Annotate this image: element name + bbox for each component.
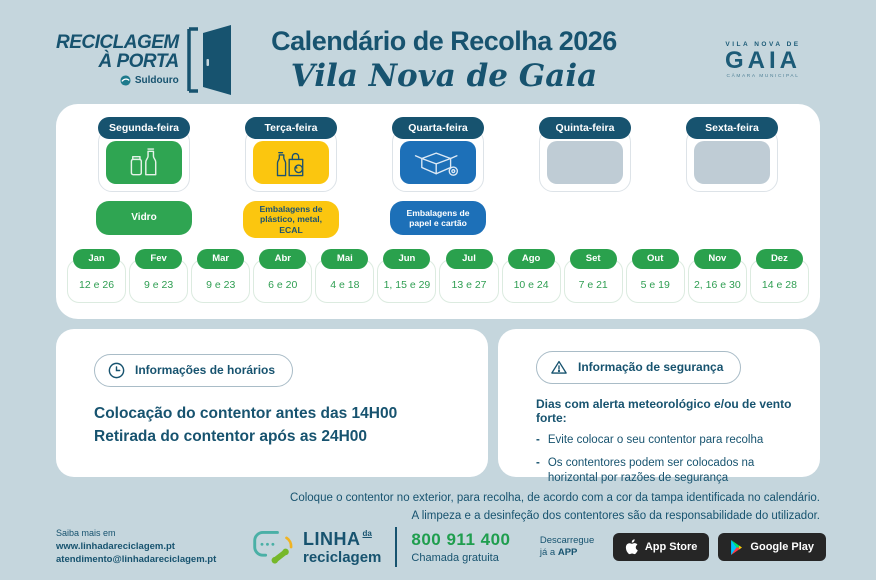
gaia-logo-sub: CÂMARA MUNICIPAL [726, 73, 800, 79]
weekday-pill: Sexta-feira [686, 117, 778, 139]
month-dates: 1, 15 e 29 [377, 259, 436, 303]
page-title: Calendário de Recolha 2026 [271, 26, 617, 56]
waste-label-plastico: Embalagens de plástico, metal, ECAL [243, 201, 339, 238]
google-play-button[interactable] [718, 533, 826, 561]
month-dates: 9 e 23 [191, 259, 250, 303]
logo-line1: RECICLAGEM [56, 32, 179, 54]
weekday-row [56, 117, 820, 238]
month-pill: Nov [694, 249, 741, 269]
app-store-label: App Store [644, 541, 698, 553]
plastic-packaging-icon [262, 145, 320, 181]
safety-heading: Dias com alerta meteorológico e/ou de vento forte: [536, 396, 792, 425]
month-dates: 5 e 19 [626, 259, 685, 303]
month-pill: Ago [508, 249, 555, 269]
month-cell-ago [502, 249, 561, 303]
hours-badge-label: Informações de horários [135, 363, 276, 378]
clock-icon [107, 361, 126, 380]
month-dates: 9 e 23 [129, 259, 188, 303]
calendar-card [56, 104, 820, 319]
safety-bullet-1: - Evite colocar o seu contentor para recolha [536, 433, 764, 446]
weekday-pill: Terça-feira [245, 117, 337, 139]
month-cell-out [626, 249, 685, 303]
month-cell-nov [688, 249, 747, 303]
month-pill: Mai [321, 249, 368, 269]
month-pill: Dez [756, 249, 803, 269]
weekday-column-monday [98, 117, 190, 238]
safety-bullet-2: - Os contentores podem ser colocados na horizontal por razões de segurança [536, 456, 755, 484]
month-dates: 2, 16 e 30 [688, 259, 747, 303]
month-cell-abr [253, 249, 312, 303]
month-cell-set [564, 249, 623, 303]
weekday-pill: Quarta-feira [392, 117, 484, 139]
month-dates: 4 e 18 [315, 259, 374, 303]
apple-icon [625, 539, 638, 555]
google-play-label: Google Play [750, 541, 814, 553]
hours-line2: Retirada do contentor após as 24H00 [94, 428, 368, 446]
phone-block [411, 530, 510, 564]
usage-note [56, 490, 820, 526]
hours-badge [94, 354, 293, 387]
safety-info-card [498, 329, 820, 484]
safety-badge-label: Informação de segurança [578, 360, 724, 375]
download-app-label: Descarregue já a APP [539, 534, 595, 558]
gaia-logo-name: GAIA [725, 47, 801, 75]
month-dates: 6 e 20 [253, 259, 312, 303]
note-line1: Coloque o contentor no exterior, para recolha, de acordo com a cor da tampa identificada no calendário. [290, 491, 820, 504]
more-info-label: Saiba mais em [56, 528, 116, 539]
weekday-pill: Segunda-feira [98, 117, 190, 139]
month-dates: 7 e 21 [564, 259, 623, 303]
linha-da-reciclagem-wordmark [303, 530, 381, 565]
month-cell-dez [750, 249, 809, 303]
info-cards-row [56, 329, 820, 484]
month-cell-jul [439, 249, 498, 303]
month-cell-mar [191, 249, 250, 303]
safety-badge [536, 351, 741, 384]
hours-line1: Colocação do contentor antes das 14H00 [94, 404, 398, 422]
month-pill: Fev [135, 249, 182, 269]
weekday-column-tuesday [245, 117, 337, 238]
waste-label-papel: Embalagens de papel e cartão [390, 201, 486, 235]
logo-line2: À PORTA [98, 50, 179, 72]
hours-info-card [56, 329, 488, 477]
google-play-icon [730, 540, 743, 555]
month-pill: Jul [446, 249, 493, 269]
waste-label-vidro: Vidro [96, 201, 192, 235]
month-pill: Abr [259, 249, 306, 269]
page-subtitle: Vila Nova de Gaia [290, 58, 598, 94]
month-cell-mai [315, 249, 374, 303]
email-link: atendimento@linhadareciclagem.pt [56, 554, 217, 566]
cardboard-box-icon [409, 145, 467, 181]
website-link: www.linhadareciclagem.pt [56, 541, 175, 552]
gaia-municipality-logo [702, 41, 824, 78]
weekday-column-thursday [539, 117, 631, 238]
app-word: APP [557, 547, 578, 558]
page-title-block [271, 26, 617, 94]
month-dates: 13 e 27 [439, 259, 498, 303]
month-cell-jan [67, 249, 126, 303]
glass-bottles-icon [115, 145, 173, 181]
month-row [56, 249, 820, 303]
note-line2: A limpeza e a desinfeção dos contentores são da responsabilidade do utilizador. [411, 509, 820, 522]
gaia-logo-top: VILA NOVA DE [725, 41, 801, 49]
linha-da-reciclagem-icon [250, 527, 294, 567]
month-dates: 12 e 26 [67, 259, 126, 303]
phone-subtitle: Chamada gratuita [411, 552, 499, 564]
header [0, 0, 876, 96]
month-dates: 14 e 28 [750, 259, 809, 303]
weekday-column-wednesday [392, 117, 484, 238]
month-pill: Out [632, 249, 679, 269]
month-pill: Set [570, 249, 617, 269]
contact-block [56, 527, 234, 566]
month-pill: Mar [197, 249, 244, 269]
suldouro-label: Suldouro [134, 74, 179, 86]
month-pill: Jun [383, 249, 430, 269]
footer [0, 527, 876, 567]
footer-divider [395, 527, 397, 567]
linha-da-word: da [362, 528, 372, 538]
month-cell-fev [129, 249, 188, 303]
month-cell-jun [377, 249, 436, 303]
reciclagem-a-porta-logo [56, 24, 271, 96]
weekday-column-friday [686, 117, 778, 238]
reciclagem-word: reciclagem [303, 548, 382, 566]
warning-triangle-icon [549, 358, 569, 377]
app-store-button[interactable] [613, 533, 710, 561]
month-pill: Jan [73, 249, 120, 269]
weekday-pill: Quinta-feira [539, 117, 631, 139]
linha-word: LINHA [303, 528, 361, 549]
month-dates: 10 e 24 [502, 259, 561, 303]
suldouro-icon [120, 75, 131, 86]
phone-number: 800 911 400 [411, 530, 511, 549]
open-door-icon [186, 24, 232, 96]
